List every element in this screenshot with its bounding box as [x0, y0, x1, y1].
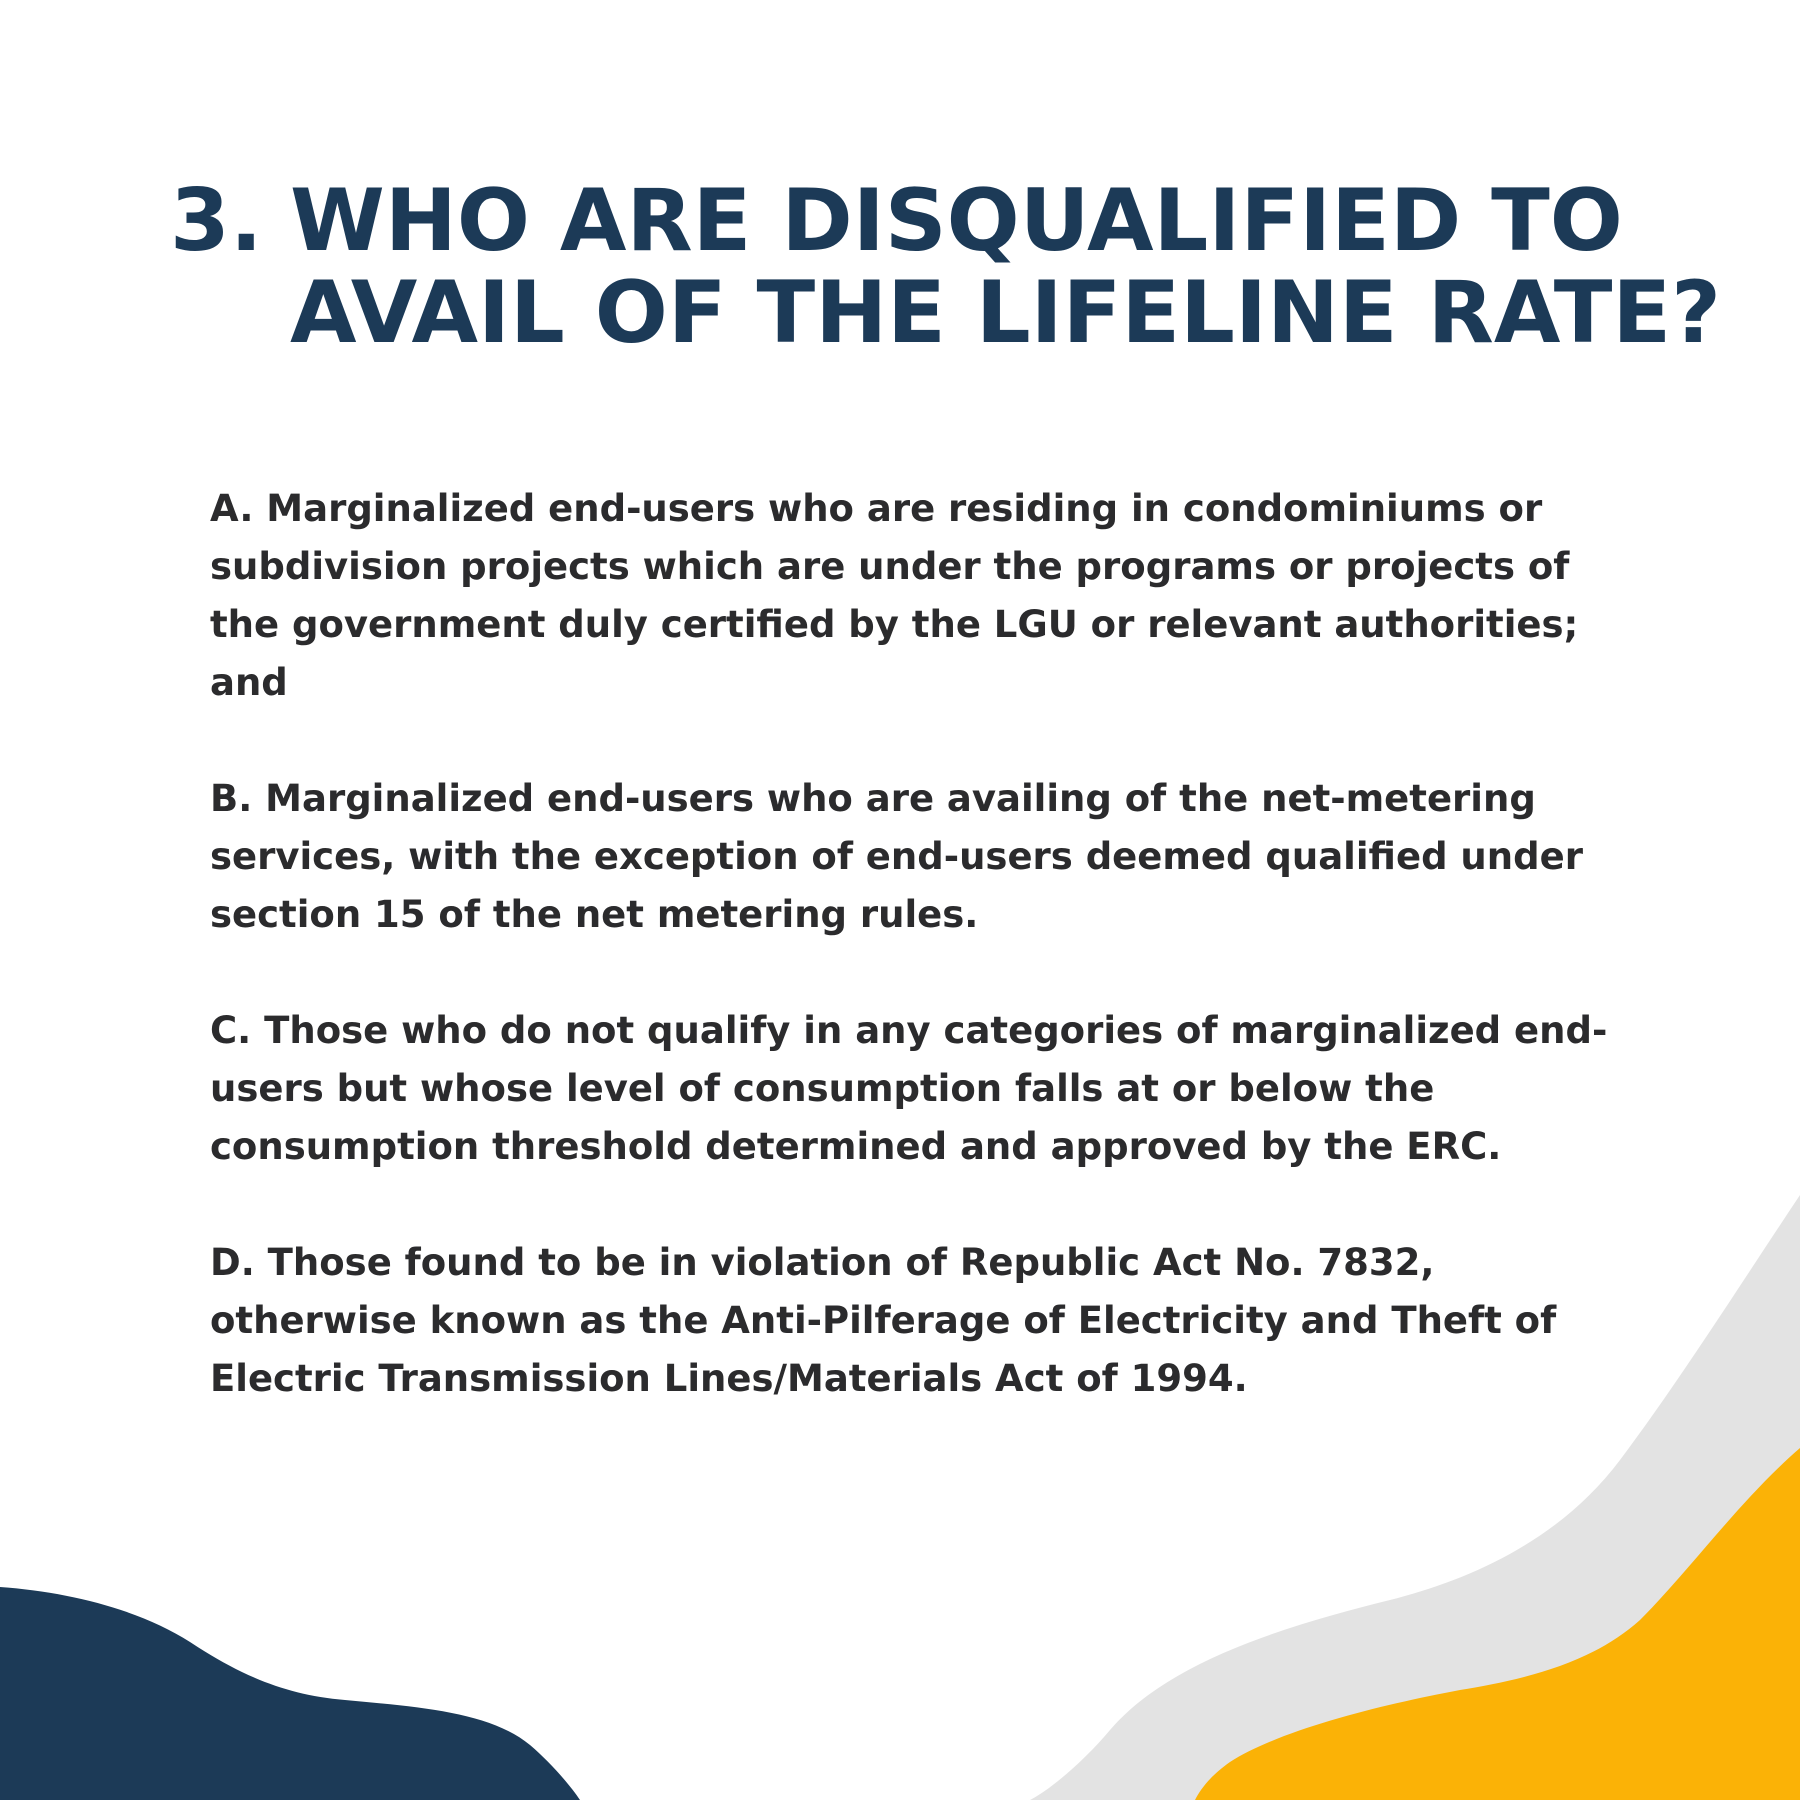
- disqualification-list: [210, 480, 1650, 1408]
- item-label-c: C.: [210, 1009, 252, 1052]
- heading-title-text: WHO ARE DISQUALIFIED TO AVAIL OF THE LIFELINE RATE?: [290, 171, 1722, 363]
- item-label-b: B.: [210, 777, 253, 820]
- heading-title: [290, 171, 1730, 363]
- navy-wave-shape: [0, 1587, 580, 1800]
- list-item-b: [210, 770, 1650, 944]
- list-item-a: [210, 480, 1650, 712]
- item-label-d: D.: [210, 1241, 255, 1284]
- item-text-c: Those who do not qualify in any categories of marginalized end-users but whose level of consumption falls at or below the consumption threshold determined and approved by the ERC.: [210, 1009, 1608, 1168]
- heading-number: 3.: [170, 171, 263, 271]
- item-text-d: Those found to be in violation of Republic Act No. 7832, otherwise known as the Anti-Pilferage of Electricity and Theft of Electric Transmission Lines/Materials Act of 1994.: [210, 1241, 1557, 1400]
- list-item-c: [210, 1002, 1650, 1176]
- item-text-b: Marginalized end-users who are availing of the net-metering services, with the exception of end-users deemed qualified under section 15 of the net metering rules.: [210, 777, 1583, 936]
- page-heading: [170, 171, 1730, 363]
- list-item-d: [210, 1234, 1650, 1408]
- item-label-a: A.: [210, 487, 254, 530]
- item-text-a: Marginalized end-users who are residing in condominiums or subdivision projects which are under the programs or projects of the government duly certified by the LGU or relevant authorities; and: [210, 487, 1579, 704]
